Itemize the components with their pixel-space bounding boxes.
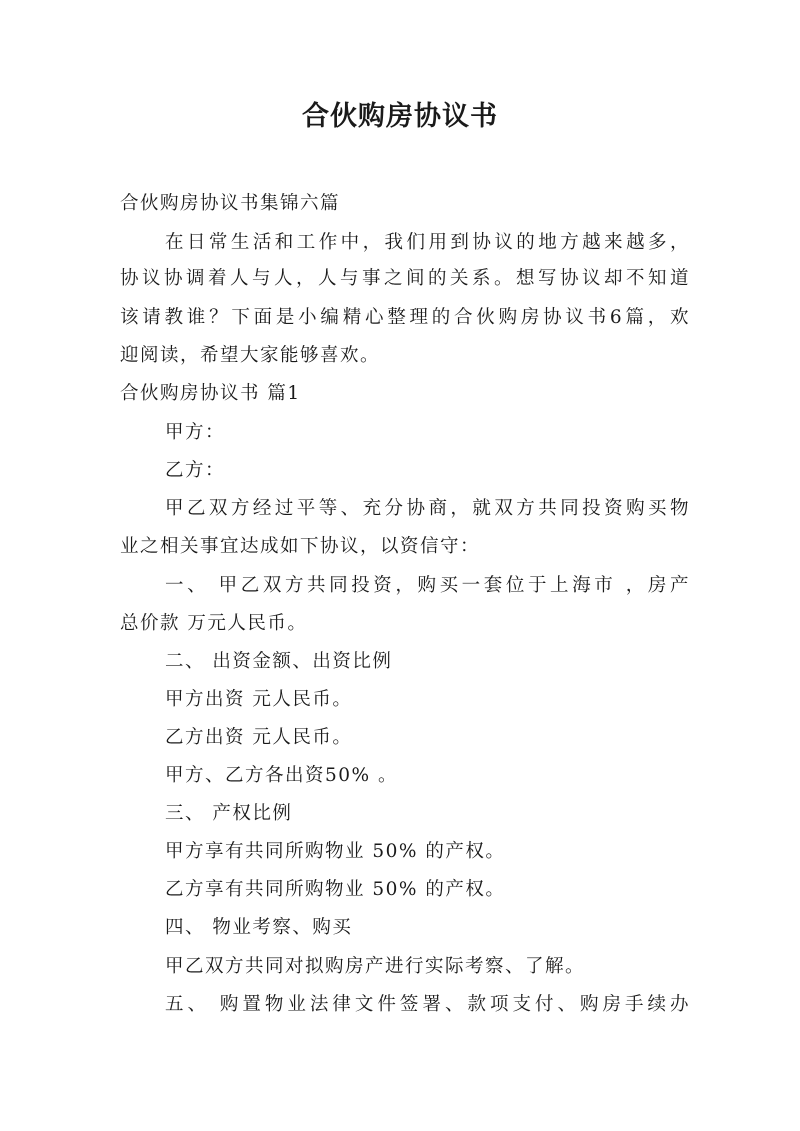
clause-line: 总价款 万元人民币。	[120, 613, 308, 634]
clause-heading: 五、 购置物业法律文件签署、款项支付、购房手续办	[165, 994, 690, 1015]
section-heading: 合伙购房协议书 篇1	[120, 383, 301, 404]
clause-line: 甲方、乙方各出资50% 。	[165, 765, 399, 786]
clause-line: 甲方出资 元人民币。	[165, 689, 353, 710]
document-title: 合伙购房协议书	[302, 101, 498, 132]
paragraph-line: 协议协调着人与人，人与事之间的关系。想写协议却不知道	[120, 268, 690, 289]
paragraph-line: 业之相关事宜达成如下协议，以资信守：	[120, 536, 481, 557]
clause-heading: 四、 物业考察、购买	[165, 917, 353, 938]
paragraph-line: 迎阅读，希望大家能够喜欢。	[120, 345, 381, 366]
clause-line: 乙方享有共同所购物业 50% 的产权。	[165, 879, 506, 900]
collection-heading: 合伙购房协议书集锦六篇	[120, 193, 341, 214]
paragraph-line: 该请教谁？下面是小编精心整理的合伙购房协议书6篇，欢	[120, 307, 690, 328]
clause-heading: 二、 出资金额、出资比例	[165, 651, 393, 672]
clause-line: 一、 甲乙双方共同投资，购买一套位于上海市 ，房产	[165, 575, 690, 596]
party-a-line: 甲方：	[165, 422, 226, 443]
paragraph-line: 甲乙双方经过平等、充分协商，就双方共同投资购买物	[165, 498, 690, 519]
party-b-line: 乙方：	[165, 460, 226, 481]
paragraph-line: 在日常生活和工作中，我们用到协议的地方越来越多，	[165, 232, 690, 253]
clause-heading: 三、 产权比例	[165, 803, 293, 824]
clause-line: 甲方享有共同所购物业 50% 的产权。	[165, 841, 506, 862]
clause-line: 乙方出资 元人民币。	[165, 727, 353, 748]
clause-line: 甲乙双方共同对拟购房产进行实际考察、了解。	[165, 956, 586, 977]
